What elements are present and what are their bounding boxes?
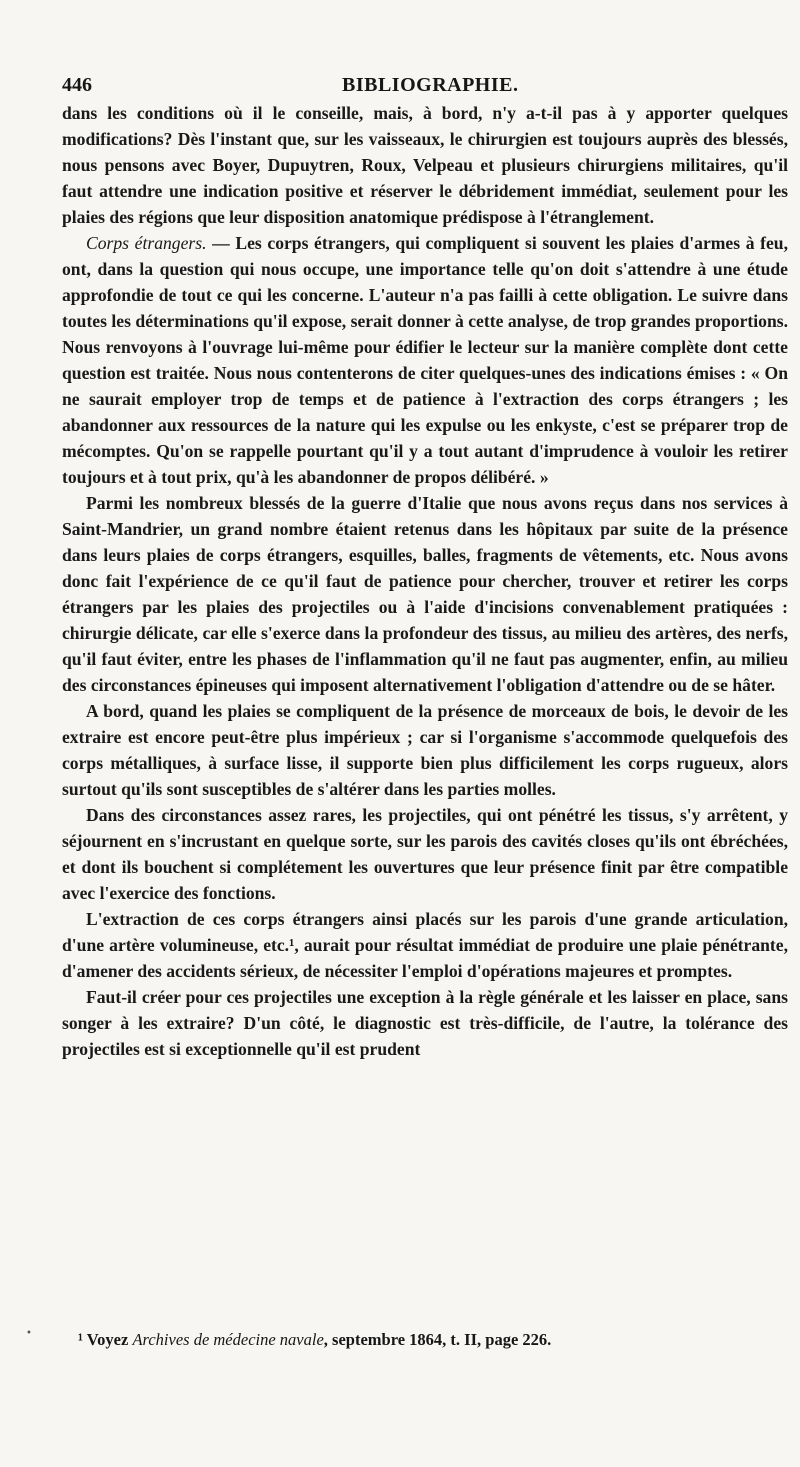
footnote-lead: Voyez	[82, 1330, 133, 1349]
paragraph-5: Dans des circonstances assez rares, les projectiles, qui ont pénétré les tissus, s'y arrêtent, y séjournent en s'incrustant en quelque sorte, sur les parois des cavités closes qu'ils ont ébréchées, et dont ils bouchent si complétement les ouvertures que leur présence finit par être compatible avec l'exercice des fonctions.	[62, 805, 788, 903]
page-number: 446	[62, 74, 92, 96]
running-head: BIBLIOGRAPHIE.	[342, 74, 519, 96]
margin-dot: •	[26, 1328, 32, 1339]
paragraph-7: Faut-il créer pour ces projectiles une exception à la règle générale et les laisser en place, sans songer à les extraire? D'un côté, le diagnostic est très-difficile, de l'autre, la tolérance des projectiles est si exceptionnelle qu'il est prudent	[62, 987, 788, 1059]
footnote	[78, 1330, 768, 1350]
paragraph-6: L'extraction de ces corps étrangers ainsi placés sur les parois d'une grande articulation, d'une artère volumineuse, etc.¹, aurait pour résultat immédiat de produire une plaie pénétrante, d'amener des accidents sérieux, de nécessiter l'emploi d'opérations majeures et promptes.	[62, 909, 788, 981]
section-heading-corps-etrangers: Corps étrangers.	[86, 233, 207, 253]
footnote-rest: , septembre 1864, t. II, page 226.	[323, 1330, 552, 1349]
paragraph-2-text: — Les corps étrangers, qui compliquent si souvent les plaies d'armes à feu, ont, dans la question qui nous occupe, une importance telle qu'on doit s'attendre à une étude approfondie de tout ce qui les concerne. L'auteur n'a pas failli à cette obligation. Le suivre dans toutes les déterminations qu'il expose, serait donner à cette analyse, de trop grandes proportions. Nous renvoyons à l'ouvrage lui-même pour édifier le lecteur sur la manière complète dont cette question est traitée. Nous nous contenterons de citer quelques-unes des indications émises : « On ne saurait employer trop de temps et de patience à l'extraction des corps étrangers ; les abandonner aux ressources de la nature qui les expulse ou les enkyste, c'est se préparer trop de mécomptes. Qu'on se rappelle pourtant qu'il y a tout autant d'imprudence à vouloir les retirer toujours et à tout prix, qu'à les abandonner de propos délibéré. »	[62, 233, 788, 487]
page-header	[62, 70, 788, 100]
paragraph-4: A bord, quand les plaies se compliquent de la présence de morceaux de bois, le devoir de les extraire est encore peut-être plus impérieux ; car si l'organisme s'accommode quelquefois des corps métalliques, à surface lisse, il supporte bien plus difficilement les corps rugueux, alors surtout qu'ils sont susceptibles de s'altérer dans les parties molles.	[62, 701, 788, 799]
document-page	[62, 70, 788, 1062]
body-text	[62, 100, 788, 1062]
paragraph-1: dans les conditions où il le conseille, mais, à bord, n'y a-t-il pas à y apporter quelques modifications? Dès l'instant que, sur les vaisseaux, le chirurgien est toujours auprès des blessés, nous pensons avec Boyer, Dupuytren, Roux, Velpeau et plusieurs chirurgiens militaires, qu'il faut attendre une indication positive et réserver le débridement immédiat, seulement pour les plaies des régions que leur disposition anatomique prédispose à l'étranglement.	[62, 103, 788, 227]
footnote-title: Archives de médecine navale	[132, 1330, 324, 1349]
footnote-marker: ¹	[78, 1330, 83, 1349]
paragraph-3: Parmi les nombreux blessés de la guerre d'Italie que nous avons reçus dans nos services à Saint-Mandrier, un grand nombre étaient retenus dans les hôpitaux par suite de la présence dans leurs plaies de corps étrangers, esquilles, balles, fragments de vêtements, etc. Nous avons donc fait l'expérience de ce qu'il faut de patience pour chercher, trouver et retirer les corps étrangers par les plaies des projectiles ou à l'aide d'incisions convenablement pratiquées : chirurgie délicate, car elle s'exerce dans la profondeur des tissus, au milieu des artères, des nerfs, qu'il faut éviter, entre les phases de l'inflammation qu'il ne faut pas augmenter, enfin, au milieu des circonstances épineuses qui imposent alternativement l'obligation d'attendre ou de se hâter.	[62, 493, 788, 695]
paragraph-2	[62, 230, 788, 490]
